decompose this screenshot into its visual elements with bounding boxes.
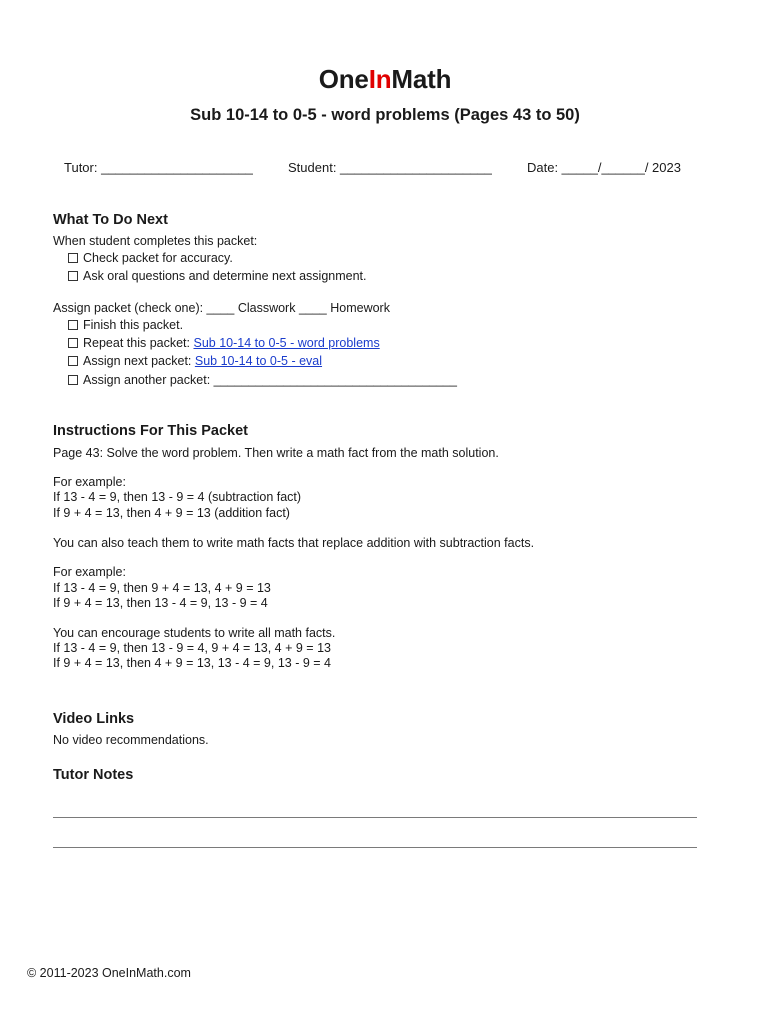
- checklist-item: Ask oral questions and determine next assignment.: [68, 269, 367, 283]
- checklist-item: Assign another packet: ___________________________________: [68, 373, 457, 387]
- notes-line[interactable]: [53, 847, 697, 848]
- video-links-text: No video recommendations.: [53, 733, 209, 747]
- instruction-line: Page 43: Solve the word problem. Then write a math fact from the math solution.: [53, 446, 499, 460]
- instruction-line: If 13 - 4 = 9, then 13 - 9 = 4 (subtraction fact): [53, 490, 302, 504]
- checklist-item: Check packet for accuracy.: [68, 251, 233, 265]
- date-field: Date: _____/______/ 2023: [527, 160, 681, 175]
- brand-logo: [0, 64, 770, 95]
- tutor-field: Tutor: _____________________: [64, 160, 253, 175]
- instruction-line: For example:: [53, 565, 126, 579]
- checkbox-icon[interactable]: [68, 253, 78, 263]
- instruction-line: If 9 + 4 = 13, then 13 - 4 = 9, 13 - 9 = 4: [53, 596, 268, 610]
- assign-packet-line: Assign packet (check one): ____ Classwork ____ Homework: [53, 301, 390, 315]
- checklist-item: Finish this packet.: [68, 318, 183, 332]
- completion-intro: When student completes this packet:: [53, 234, 258, 248]
- brand-part-one: One: [318, 64, 369, 94]
- instruction-line: If 13 - 4 = 9, then 9 + 4 = 13, 4 + 9 = 13: [53, 581, 271, 595]
- checkbox-icon[interactable]: [68, 375, 78, 385]
- checklist-item: Repeat this packet: Sub 10-14 to 0-5 - word problems: [68, 336, 380, 350]
- brand-part-math: Math: [391, 64, 452, 94]
- brand-part-in: In: [368, 64, 392, 94]
- student-field: Student: _____________________: [288, 160, 492, 175]
- instruction-line: You can also teach them to write math facts that replace addition with subtraction facts.: [53, 536, 535, 550]
- video-links-heading: Video Links: [53, 711, 135, 727]
- copyright-footer: © 2011-2023 OneInMath.com: [27, 966, 191, 980]
- notes-line[interactable]: [53, 817, 697, 818]
- packet-title: Sub 10-14 to 0-5 - word problems (Pages 43 to 50): [190, 106, 580, 124]
- what-to-do-next-heading: What To Do Next: [53, 212, 168, 228]
- instruction-line: If 9 + 4 = 13, then 4 + 9 = 13 (addition fact): [53, 506, 290, 520]
- checkbox-icon[interactable]: [68, 271, 78, 281]
- checkbox-icon[interactable]: [68, 356, 78, 366]
- repeat-packet-link[interactable]: Sub 10-14 to 0-5 - word problems: [193, 336, 380, 350]
- next-packet-link[interactable]: Sub 10-14 to 0-5 - eval: [194, 354, 323, 368]
- instruction-line: If 13 - 4 = 9, then 13 - 9 = 4, 9 + 4 = 13, 4 + 9 = 13: [53, 641, 331, 655]
- checklist-item: Assign next packet: Sub 10-14 to 0-5 - eval: [68, 354, 322, 368]
- instruction-line: For example:: [53, 475, 126, 489]
- tutor-notes-heading: Tutor Notes: [53, 767, 134, 783]
- checkbox-icon[interactable]: [68, 320, 78, 330]
- instructions-heading: Instructions For This Packet: [53, 423, 248, 439]
- checkbox-icon[interactable]: [68, 338, 78, 348]
- instruction-line: If 9 + 4 = 13, then 4 + 9 = 13, 13 - 4 = 9, 13 - 9 = 4: [53, 656, 331, 670]
- instruction-line: You can encourage students to write all math facts.: [53, 626, 336, 640]
